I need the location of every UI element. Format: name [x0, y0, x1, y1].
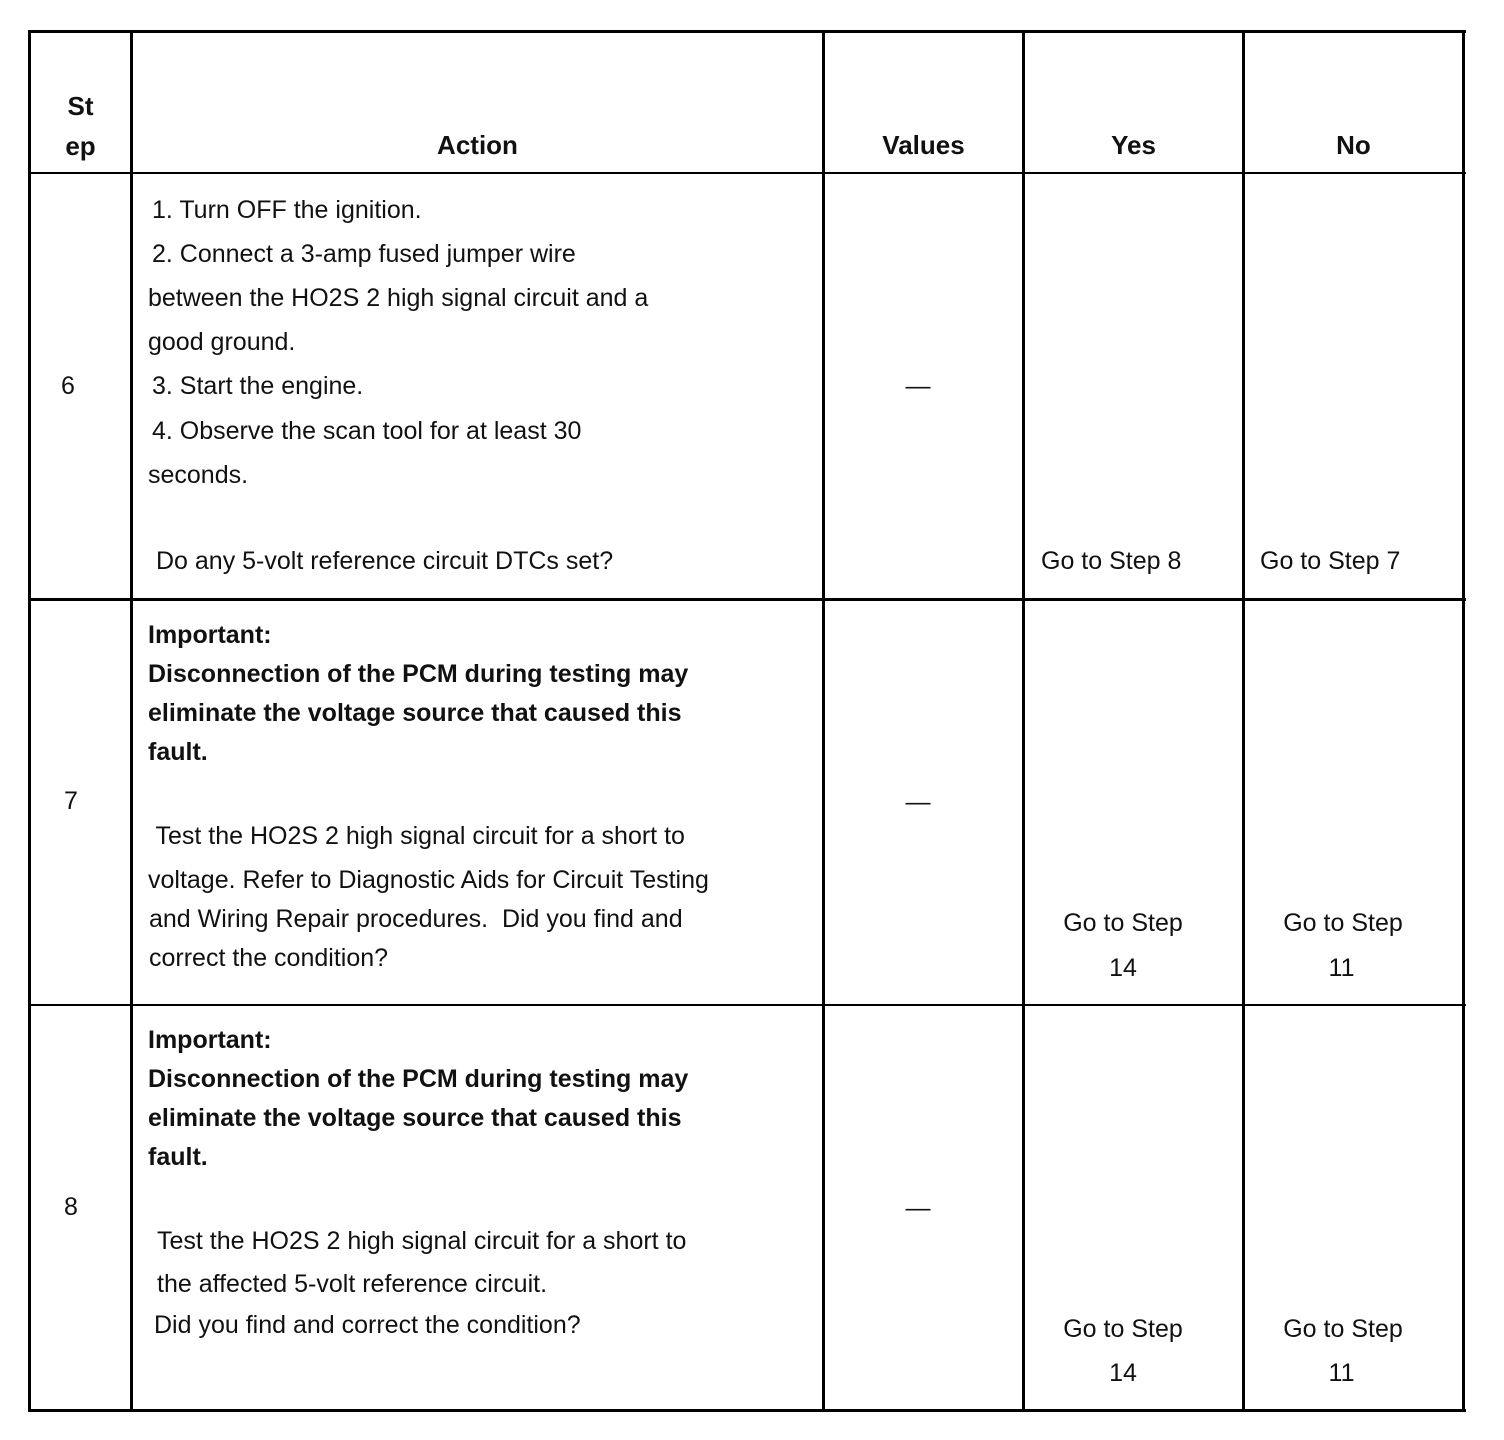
yes-goto-8-line-2: 14 — [1109, 1359, 1137, 1387]
action-line: Test the HO2S 2 high signal circuit for a short to — [149, 822, 685, 850]
no-goto-7-line-2: 11 — [1328, 954, 1355, 982]
step-number-7: 7 — [64, 787, 78, 815]
yes-goto-6: Go to Step 8 — [1041, 547, 1182, 575]
table-border-bottom — [28, 1409, 1466, 1412]
action-line: good ground. — [148, 328, 296, 356]
important-line: eliminate the voltage source that caused this — [148, 699, 682, 727]
yes-goto-7-line-2: 14 — [1109, 954, 1137, 982]
no-goto-7-line-1: Go to Step — [1283, 909, 1403, 937]
action-line: seconds. — [148, 461, 249, 489]
action-line: correct the condition? — [149, 944, 389, 972]
action-line: voltage. Refer to Diagnostic Aids for Circuit Testing — [148, 866, 709, 894]
values-dash-8: — — [905, 1194, 931, 1222]
action-line: 2. Connect a 3-amp fused jumper wire — [152, 240, 576, 268]
table-border-left — [28, 30, 31, 1412]
action-line: 1. Turn OFF the ignition. — [152, 196, 422, 224]
no-goto-6: Go to Step 7 — [1260, 547, 1401, 575]
important-line: fault. — [148, 1143, 208, 1171]
no-goto-8-line-1: Go to Step — [1283, 1315, 1403, 1343]
important-label: Important: — [148, 1026, 272, 1054]
important-line: Disconnection of the PCM during testing may — [148, 660, 689, 688]
header-step-line-2: ep — [65, 131, 96, 161]
yes-goto-7-line-1: Go to Step — [1063, 909, 1183, 937]
header-values: Values — [882, 130, 965, 160]
important-line: Disconnection of the PCM during testing may — [148, 1065, 689, 1093]
header-step — [31, 86, 130, 166]
action-line: the affected 5-volt reference circuit. — [157, 1270, 548, 1298]
no-goto-8-line-2: 11 — [1328, 1359, 1355, 1387]
yes-goto-8-line-1: Go to Step — [1063, 1315, 1183, 1343]
important-label: Important: — [148, 621, 272, 649]
col-divider-step-action — [130, 30, 133, 1412]
action-question: Do any 5-volt reference circuit DTCs set? — [156, 547, 614, 575]
values-dash-6: — — [905, 372, 931, 400]
row-divider-header — [28, 172, 1466, 174]
action-line: Did you find and correct the condition? — [154, 1311, 581, 1339]
table-border-top — [28, 30, 1466, 33]
values-dash-7: — — [905, 788, 931, 816]
row-divider-7-8 — [28, 1004, 1466, 1006]
step-number-6: 6 — [61, 372, 75, 400]
col-divider-values-yes — [1022, 30, 1025, 1412]
action-line: 3. Start the engine. — [152, 372, 364, 400]
header-step-line-1: St — [67, 91, 94, 121]
important-line: fault. — [148, 738, 208, 766]
action-line: between the HO2S 2 high signal circuit and a — [148, 284, 649, 312]
header-no: No — [1336, 130, 1371, 160]
action-line: Test the HO2S 2 high signal circuit for a short to — [157, 1227, 687, 1255]
action-line: 4. Observe the scan tool for at least 30 — [152, 417, 582, 445]
header-yes: Yes — [1111, 130, 1156, 160]
row-divider-6-7 — [28, 598, 1466, 601]
step-number-8: 8 — [64, 1193, 78, 1221]
important-line: eliminate the voltage source that caused this — [148, 1104, 682, 1132]
col-divider-yes-no — [1242, 30, 1245, 1412]
header-action: Action — [437, 130, 518, 160]
action-line: and Wiring Repair procedures. Did you find and — [149, 905, 683, 933]
table-border-right — [1462, 30, 1465, 1412]
